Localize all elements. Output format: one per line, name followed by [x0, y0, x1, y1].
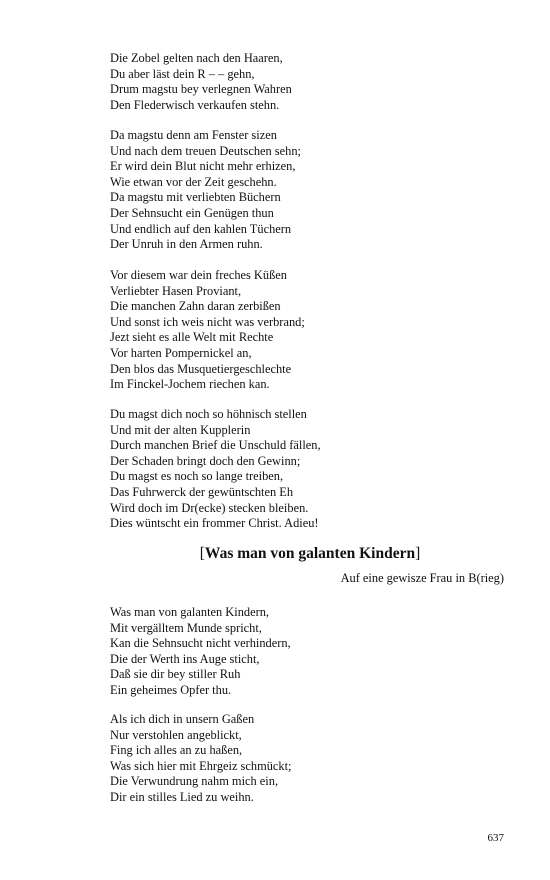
verse-line: Die Verwundrung nahm mich ein, — [110, 774, 279, 789]
verse-line: Du aber läst dein R – – gehn, — [110, 66, 255, 81]
stanza — [110, 268, 510, 393]
verse-line: Was man von galanten Kindern, — [110, 605, 270, 619]
verse-line: Wie etwan vor der Zeit geschehn. — [110, 174, 277, 189]
stanza — [110, 51, 510, 113]
verse-line: Vor harten Pompernickel an, — [110, 345, 252, 360]
verse-line: Du magst es noch so lange treiben, — [110, 469, 284, 484]
verse-line: Den blos das Musquetiergeschlechte — [110, 361, 292, 376]
poem-dedication: Auf eine gewisze Frau in B(rieg) — [340, 571, 504, 585]
verse-line: Drum magstu bey verlegnen Wahren — [110, 82, 292, 97]
verse-line: Das Fuhrwerck der gewüntschten Eh — [110, 484, 294, 499]
verse-line: Der Unruh in den Armen ruhn. — [110, 237, 263, 252]
verse-line: Da magstu denn am Fenster sizen — [110, 128, 277, 142]
verse-line: Dir ein stilles Lied zu weihn. — [110, 789, 254, 804]
verse-line: Und nach dem treuen Deutschen sehn; — [110, 143, 301, 158]
verse-line: Wird doch im Dr(ecke) stecken bleiben. — [110, 500, 309, 515]
stanza — [110, 605, 510, 699]
verse-line: Der Sehnsucht ein Genügen thun — [110, 205, 274, 220]
verse-line: Und endlich auf den kahlen Tüchern — [110, 221, 292, 236]
stanza — [110, 407, 510, 532]
verse-line: Und mit der alten Kupplerin — [110, 422, 251, 437]
verse-line: Die Zobel gelten nach den Haaren, — [110, 51, 283, 65]
verse-line: Verliebter Hasen Proviant, — [110, 283, 242, 298]
verse-line: Du magst dich noch so höhnisch stellen — [110, 407, 307, 421]
verse-line: Ein geheimes Opfer thu. — [110, 682, 232, 697]
verse-line: Der Schaden bringt doch den Gewinn; — [110, 453, 301, 468]
title-bracket-open: [ — [199, 545, 205, 562]
verse-line: Im Finckel-Jochem riechen kan. — [110, 377, 270, 392]
verse-line: Als ich dich in unsern Gaßen — [110, 712, 255, 726]
verse-line: Kan die Sehnsucht nicht verhindern, — [110, 636, 291, 651]
verse-line: Vor diesem war dein freches Küßen — [110, 268, 287, 282]
verse-line: Da magstu mit verliebten Büchern — [110, 190, 281, 205]
verse-line: Die der Werth ins Auge sticht, — [110, 651, 260, 666]
verse-line: Nur verstohlen angeblickt, — [110, 727, 242, 742]
verse-line: Die manchen Zahn daran zerbißen — [110, 299, 281, 314]
verse-line: Den Flederwisch verkaufen stehn. — [110, 97, 280, 112]
stanza — [110, 712, 510, 806]
verse-line: Mit vergälltem Munde spricht, — [110, 620, 262, 635]
stanza — [110, 128, 510, 253]
verse-line: Durch manchen Brief die Unschuld fällen, — [110, 438, 321, 453]
poem-title — [0, 545, 550, 563]
verse-line: Er wird dein Blut nicht mehr erhizen, — [110, 159, 296, 174]
verse-line: Was sich hier mit Ehrgeiz schmückt; — [110, 758, 292, 773]
page-number: 637 — [487, 832, 504, 844]
verse-line: Fing ich alles an zu haßen, — [110, 743, 243, 758]
verse-line: Dies wüntscht ein frommer Christ. Adieu! — [110, 516, 319, 531]
title-bracket-close: ] — [415, 545, 421, 562]
verse-line: Jezt sieht es alle Welt mit Rechte — [110, 330, 274, 345]
poem-title-text: Was man von galanten Kindern — [204, 545, 416, 562]
verse-line: Daß sie dir bey stiller Ruh — [110, 667, 241, 682]
verse-line: Und sonst ich weis nicht was verbrand; — [110, 314, 305, 329]
